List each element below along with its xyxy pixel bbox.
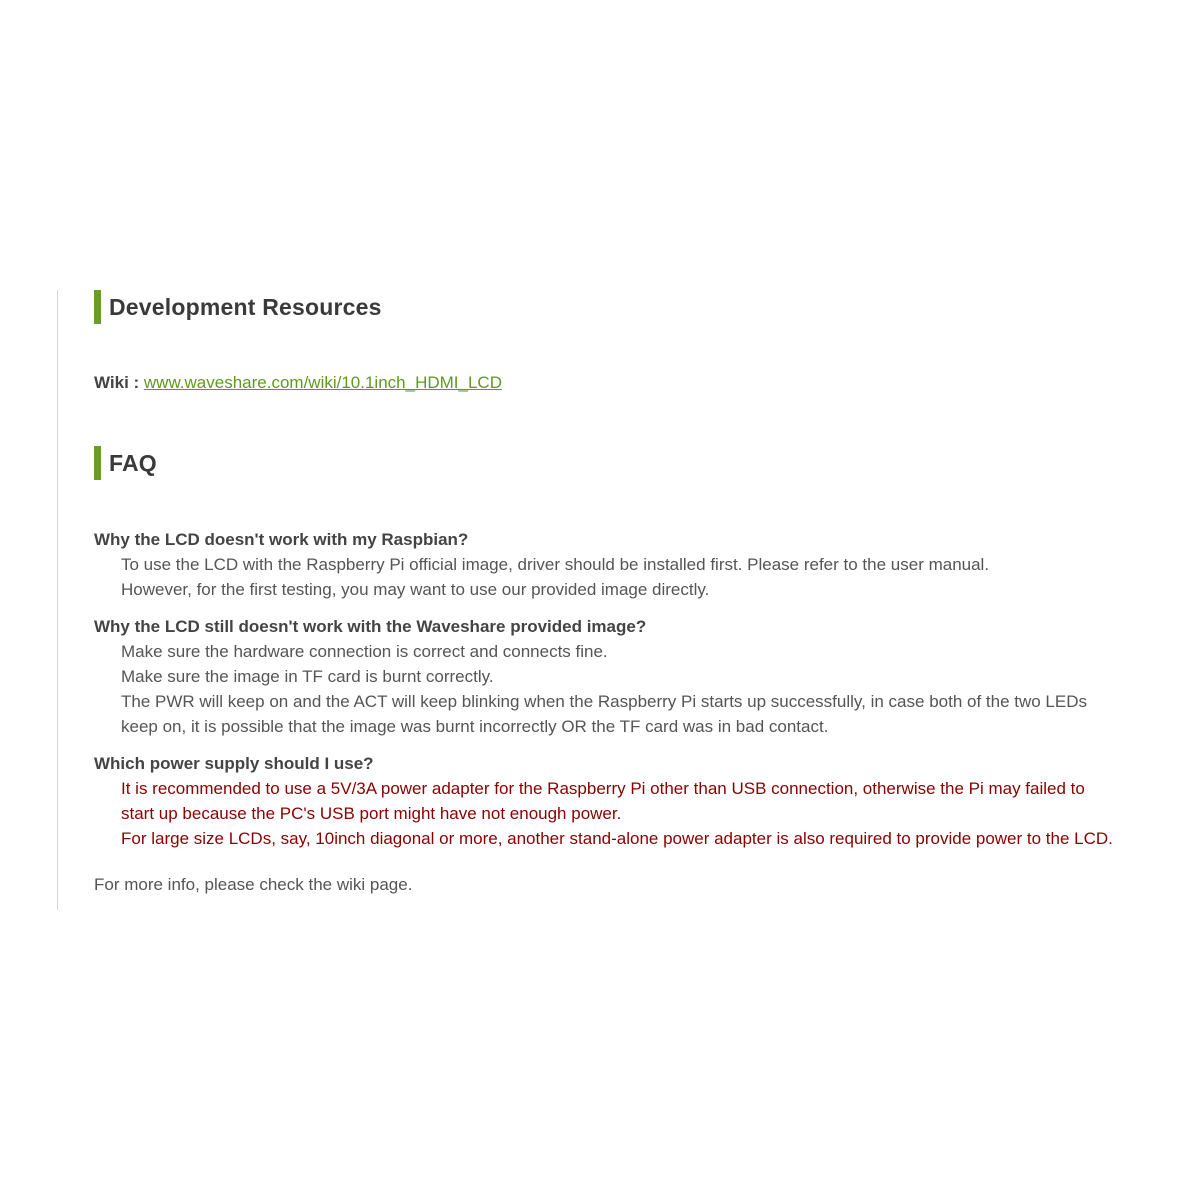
answer-line: However, for the first testing, you may want to use our provided image directly. — [121, 580, 710, 599]
faq-item — [94, 614, 1184, 739]
faq-answer — [94, 776, 1184, 851]
content-panel — [57, 290, 1187, 910]
faq-item — [94, 527, 1184, 602]
answer-line: To use the LCD with the Raspberry Pi official image, driver should be installed first. Please refer to the user manual. — [121, 555, 990, 574]
heading-accent-bar — [94, 290, 101, 324]
faq-title: FAQ — [109, 449, 157, 476]
answer-line-warning: For large size LCDs, say, 10inch diagonal or more, another stand-alone power adapter is also required to provide power to the LCD. — [121, 829, 1113, 848]
wiki-line — [94, 373, 502, 393]
wiki-link[interactable]: www.waveshare.com/wiki/10.1inch_HDMI_LCD — [143, 373, 502, 392]
faq-question: Why the LCD doesn't work with my Raspbian? — [94, 530, 469, 549]
development-resources-title: Development Resources — [109, 293, 382, 320]
answer-line: Make sure the image in TF card is burnt correctly. — [121, 667, 494, 686]
more-info-text: For more info, please check the wiki page. — [94, 875, 413, 894]
faq-heading — [94, 446, 157, 480]
heading-accent-bar — [94, 446, 101, 480]
faq-answer — [94, 552, 1184, 602]
wiki-label: Wiki : — [94, 373, 144, 392]
answer-line-warning: start up because the PC's USB port might have not enough power. — [121, 804, 622, 823]
faq-question: Which power supply should I use? — [94, 754, 374, 773]
faq-list — [94, 527, 1184, 863]
answer-line-warning: It is recommended to use a 5V/3A power adapter for the Raspberry Pi other than USB connection, otherwise the Pi may failed to — [121, 779, 1085, 798]
answer-line: The PWR will keep on and the ACT will keep blinking when the Raspberry Pi starts up successfully, in case both of the two LEDs — [121, 692, 1088, 711]
development-resources-heading — [94, 290, 382, 324]
faq-question: Why the LCD still doesn't work with the Waveshare provided image? — [94, 617, 647, 636]
answer-line: keep on, it is possible that the image was burnt incorrectly OR the TF card was in bad contact. — [121, 717, 829, 736]
faq-item — [94, 751, 1184, 851]
faq-answer — [94, 639, 1184, 739]
answer-line: Make sure the hardware connection is correct and connects fine. — [121, 642, 608, 661]
